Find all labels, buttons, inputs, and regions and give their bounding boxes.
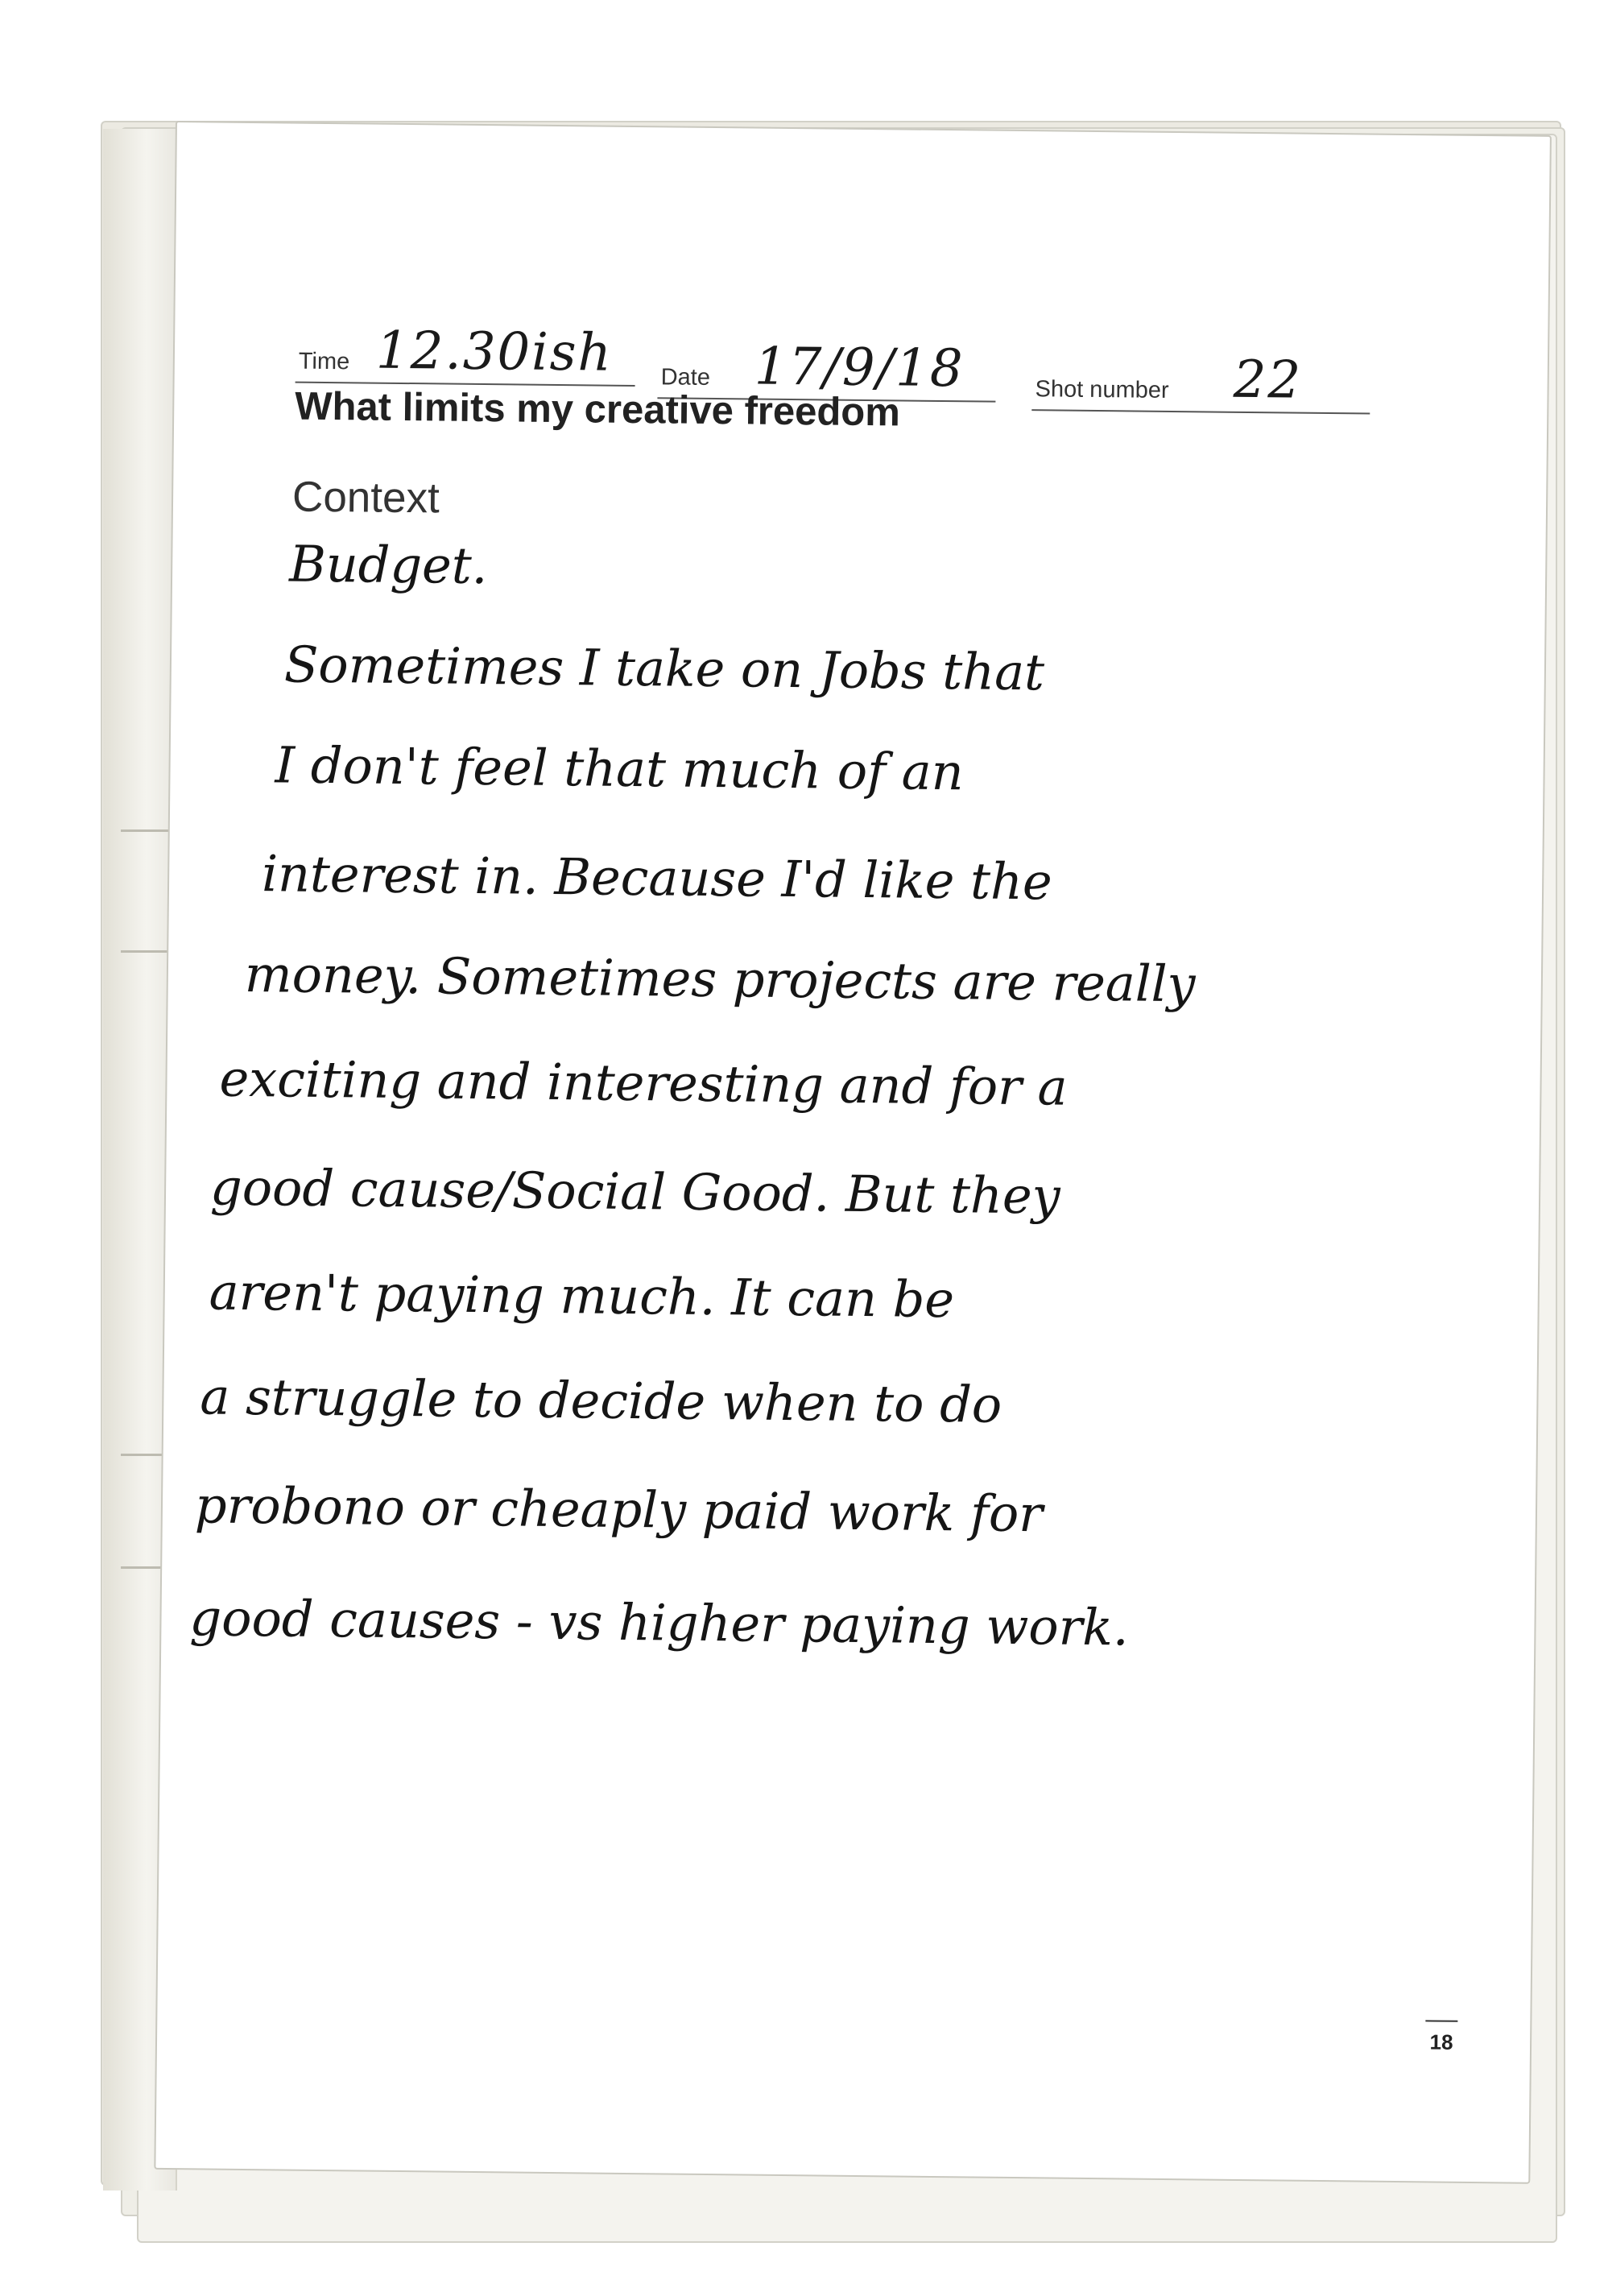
shot-number-value: 22 xyxy=(1233,350,1303,411)
question-heading: What limits my creative freedom xyxy=(295,384,901,435)
notebook-page xyxy=(154,121,1552,2184)
handwritten-line: interest in. Because I'd like the xyxy=(261,844,1053,912)
time-label: Time xyxy=(298,348,350,375)
handwritten-line: Sometimes I take on Jobs that xyxy=(283,635,1045,702)
handwritten-line: I don't feel that much of an xyxy=(275,735,965,802)
handwritten-line: probono or cheaply paid work for xyxy=(194,1475,1044,1544)
date-label: Date xyxy=(660,364,711,391)
handwritten-line: exciting and interesting and for a xyxy=(219,1049,1068,1117)
shot-number-label: Shot number xyxy=(1035,376,1169,403)
handwritten-line: Budget. xyxy=(288,534,488,596)
handwritten-line: money. Sometimes projects are really xyxy=(244,944,1196,1014)
handwritten-line: a struggle to decide when to do xyxy=(200,1367,1002,1434)
date-value: 17/9/18 xyxy=(754,337,965,399)
handwritten-line: good causes - vs higher paying work. xyxy=(189,1588,1130,1657)
handwritten-line: aren't paying much. It can be xyxy=(209,1262,955,1330)
page-number: 18 xyxy=(1425,2020,1457,2054)
context-label: Context xyxy=(291,473,440,523)
shot-number-field xyxy=(1031,350,1370,414)
handwritten-line: good cause/Social Good. But they xyxy=(209,1157,1061,1226)
time-value: 12.30ish xyxy=(375,321,614,383)
time-field xyxy=(296,321,636,387)
